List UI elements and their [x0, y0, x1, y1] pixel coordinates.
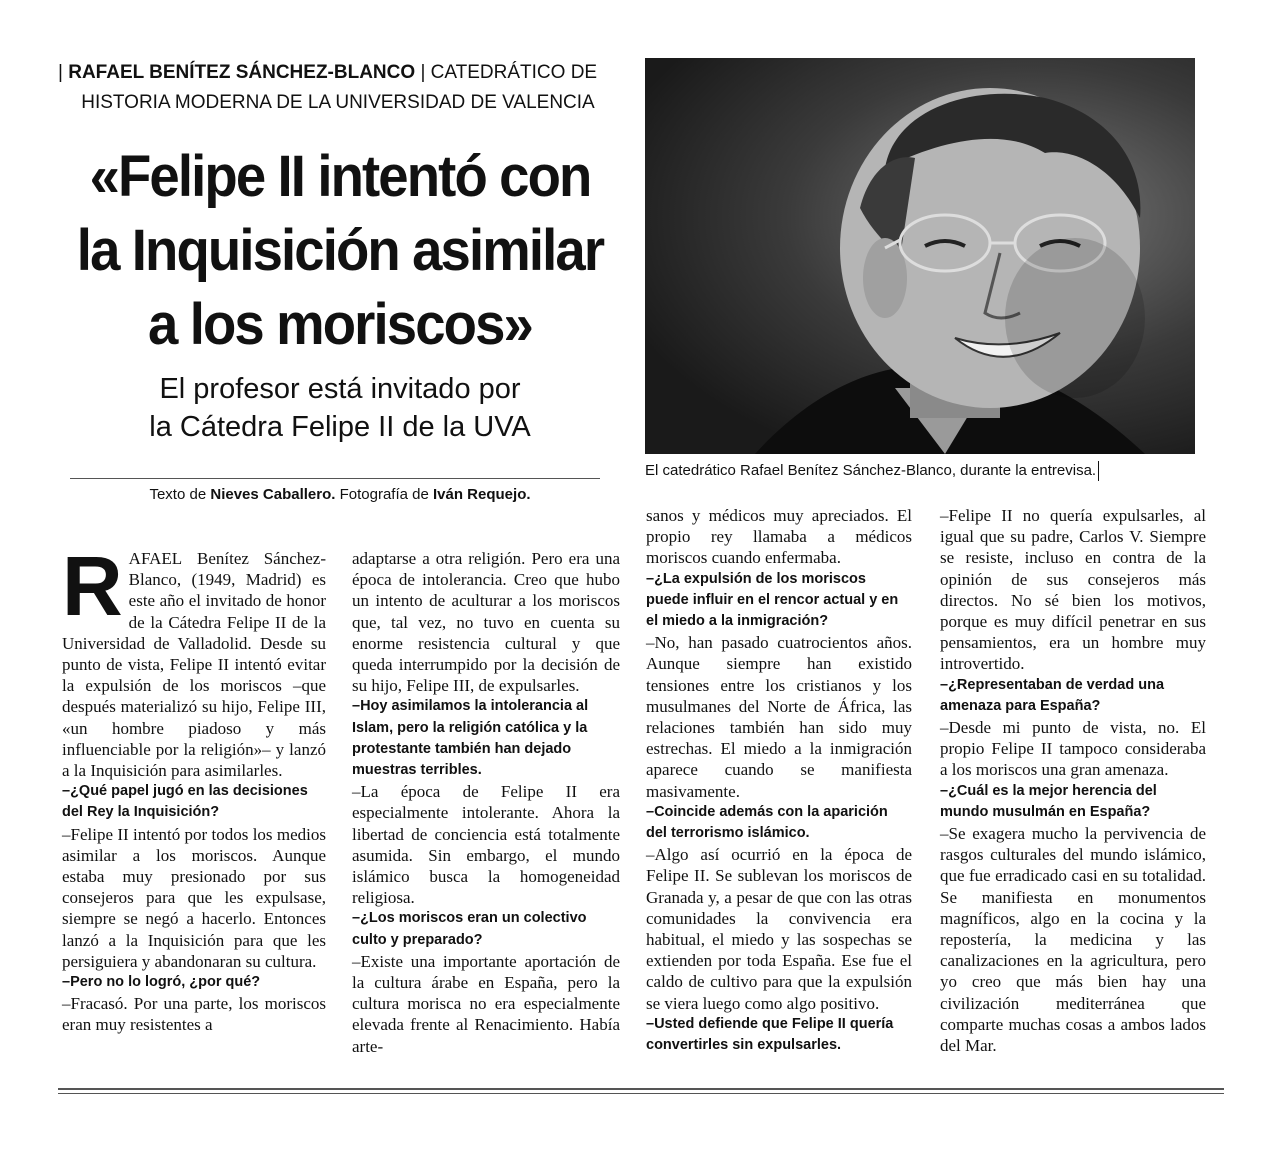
headline-line1: «Felipe II intentó con — [89, 144, 591, 209]
portrait-photo — [645, 58, 1195, 454]
portrait-illustration — [645, 58, 1195, 454]
interview-answer: –Algo así ocurrió en la época de Felipe II. Se sublevan los moriscos de Granada y, a pesar de que con las otras comunidades la convivencia era habitual, el miedo y las sospechas se extienden por toda España. Ese fue el caldo de cultivo para que la expulsión se viera luego como algo positivo. — [646, 845, 912, 1013]
interview-answer: –Fracasó. Por una parte, los moriscos eran muy resistentes a — [62, 994, 326, 1035]
interview-answer: –Desde mi punto de vista, no. El propio Felipe II tampoco consideraba a los moriscos una gran amenaza. — [940, 718, 1206, 780]
author-title-line1: CATEDRÁTICO DE — [430, 62, 598, 83]
interview-answer: –Felipe II no quería expulsarles, al igual que su padre, Carlos V. Siempre se resiste, incluso en contra de la opinión de sus consejeros más directos. No sé bien los motivos, porque es muy difícil penetrar en sus pensamientos, era un hombre muy introvertido. — [940, 506, 1206, 674]
interview-answer: sanos y médicos muy apreciados. El propio rey llamaba a médicos moriscos cuando enfermaba. — [646, 506, 912, 568]
byline-bar-2: | — [420, 62, 426, 83]
headline — [77, 140, 603, 362]
lead-text: Benítez Sánchez-Blanco, (1949, Madrid) es este año el invitado de honor de la Cátedra Felipe II de la Universidad de Valladolid. Desde su punto de vista, Felipe II intentó evitar la expulsión de los moriscos –que después materializó su hijo, Felipe III, «un hombre piadoso y más influenciable por la religión»– y lanzó a la Inquisición para asimilarles. — [62, 549, 326, 781]
interview-answer: –La época de Felipe II era especialmente intolerante. Ahora la libertad de conciencia está totalmente asumida. Sin embargo, el mundo islámico busca la homogeneidad religiosa. — [352, 782, 620, 908]
subheadline — [70, 370, 610, 446]
author-title-line2: HISTORIA MODERNA DE LA UNIVERSIDAD DE VALENCIA — [81, 92, 595, 113]
bottom-rule — [58, 1088, 1224, 1090]
photo-caption — [645, 460, 1205, 482]
interview-question: –¿Qué papel jugó en las decisiones del Rey la Inquisición? — [62, 783, 308, 821]
credits — [70, 484, 610, 506]
bottom-rule-thin — [58, 1093, 1224, 1094]
interview-answer: adaptarse a otra religión. Pero era una época de intolerancia. Creo que hubo un intento de aculturar a los moriscos que, tal vez, no tuvo en cuenta su enorme resistencia cultural y que queda interrumpido por la decisión de su hijo, Felipe III, de expulsarles. — [352, 549, 620, 696]
credits-photographer: Iván Requejo. — [433, 486, 531, 503]
interview-answer: –Existe una importante aportación de la cultura árabe en España, pero la cultura morisca no era especialmente elevada frente al Renacimiento. Había arte- — [352, 951, 620, 1056]
article-column-3 — [646, 505, 912, 1056]
headline-line3: a los moriscos» — [148, 292, 532, 357]
credits-writer: Nieves Caballero. — [210, 486, 336, 503]
byline-bar: | — [58, 62, 63, 83]
credits-photo-prefix: Fotografía de — [339, 486, 429, 503]
interview-question: –¿Los moriscos eran un colectivo culto y preparado? — [352, 910, 587, 948]
interview-question: –Usted defiende que Felipe II quería convertirles sin expulsarles. — [646, 1015, 894, 1054]
credits-text-prefix: Texto de — [149, 486, 207, 503]
headline-line2: la Inquisición asimilar — [76, 218, 604, 283]
interview-question: –¿La expulsión de los moriscos puede influir en el rencor actual y en el miedo a la inmigración? — [646, 570, 899, 630]
subhead-line1: El profesor está invitado por — [159, 373, 521, 405]
interview-answer: –No, han pasado cuatrocientos años. Aunque siempre han existido tensiones entre los cristianos y los musulmanes del Norte de África, las relaciones también han sido muy estrechas. El miedo a la inmigración aparece cuando se manifiesta masivamente. — [646, 633, 912, 801]
interview-answer: –Se exagera mucho la pervivencia de rasgos culturales del mundo islámico, que fue erradicado casi en su totalidad. Se manifiesta en monumentos magníficos, algo en la cocina y la repostería, la medicina y las canalizaciones en la agricultura, pero yo creo que más bien hay una civilización mediterránea que comparte muchas cosas a ambos lados del Mar. — [940, 824, 1206, 1056]
interview-answer: –Felipe II intentó por todos los medios asimilar a los moriscos. Aunque estaba muy presionado por sus consejeros para que les expulsase, siempre se negó a hacerlo. Entonces lanzó a la Inquisición para que les persiguiera y abandonaran su cultura. — [62, 824, 326, 971]
interview-question: –¿Cuál es la mejor herencia del mundo musulmán en España? — [940, 782, 1157, 820]
article-column-1 — [62, 539, 326, 1036]
drop-cap: R — [62, 539, 123, 633]
divider — [70, 478, 600, 479]
article-column-2 — [352, 548, 620, 1057]
caption-bar — [1098, 461, 1099, 481]
interview-question: –Hoy asimilamos la intolerancia al Islam, pero la religión católica y la protestante también han dejado muestras terribles. — [352, 698, 589, 779]
article-column-4 — [940, 505, 1206, 1056]
caption-text: El catedrático Rafael Benítez Sánchez-Blanco, durante la entrevisa. — [645, 462, 1097, 479]
lead-smallcaps: AFAEL — [128, 549, 183, 568]
interview-question: –Pero no lo logró, ¿por qué? — [62, 974, 261, 991]
lead-paragraph — [62, 539, 326, 781]
author-name: RAFAEL BENÍTEZ SÁNCHEZ-BLANCO — [68, 62, 416, 83]
subhead-line2: la Cátedra Felipe II de la UVA — [149, 411, 531, 443]
interview-question: –Coincide además con la aparición del terrorismo islámico. — [646, 803, 888, 842]
byline — [58, 58, 618, 118]
interview-question: –¿Representaban de verdad una amenaza para España? — [940, 676, 1165, 714]
